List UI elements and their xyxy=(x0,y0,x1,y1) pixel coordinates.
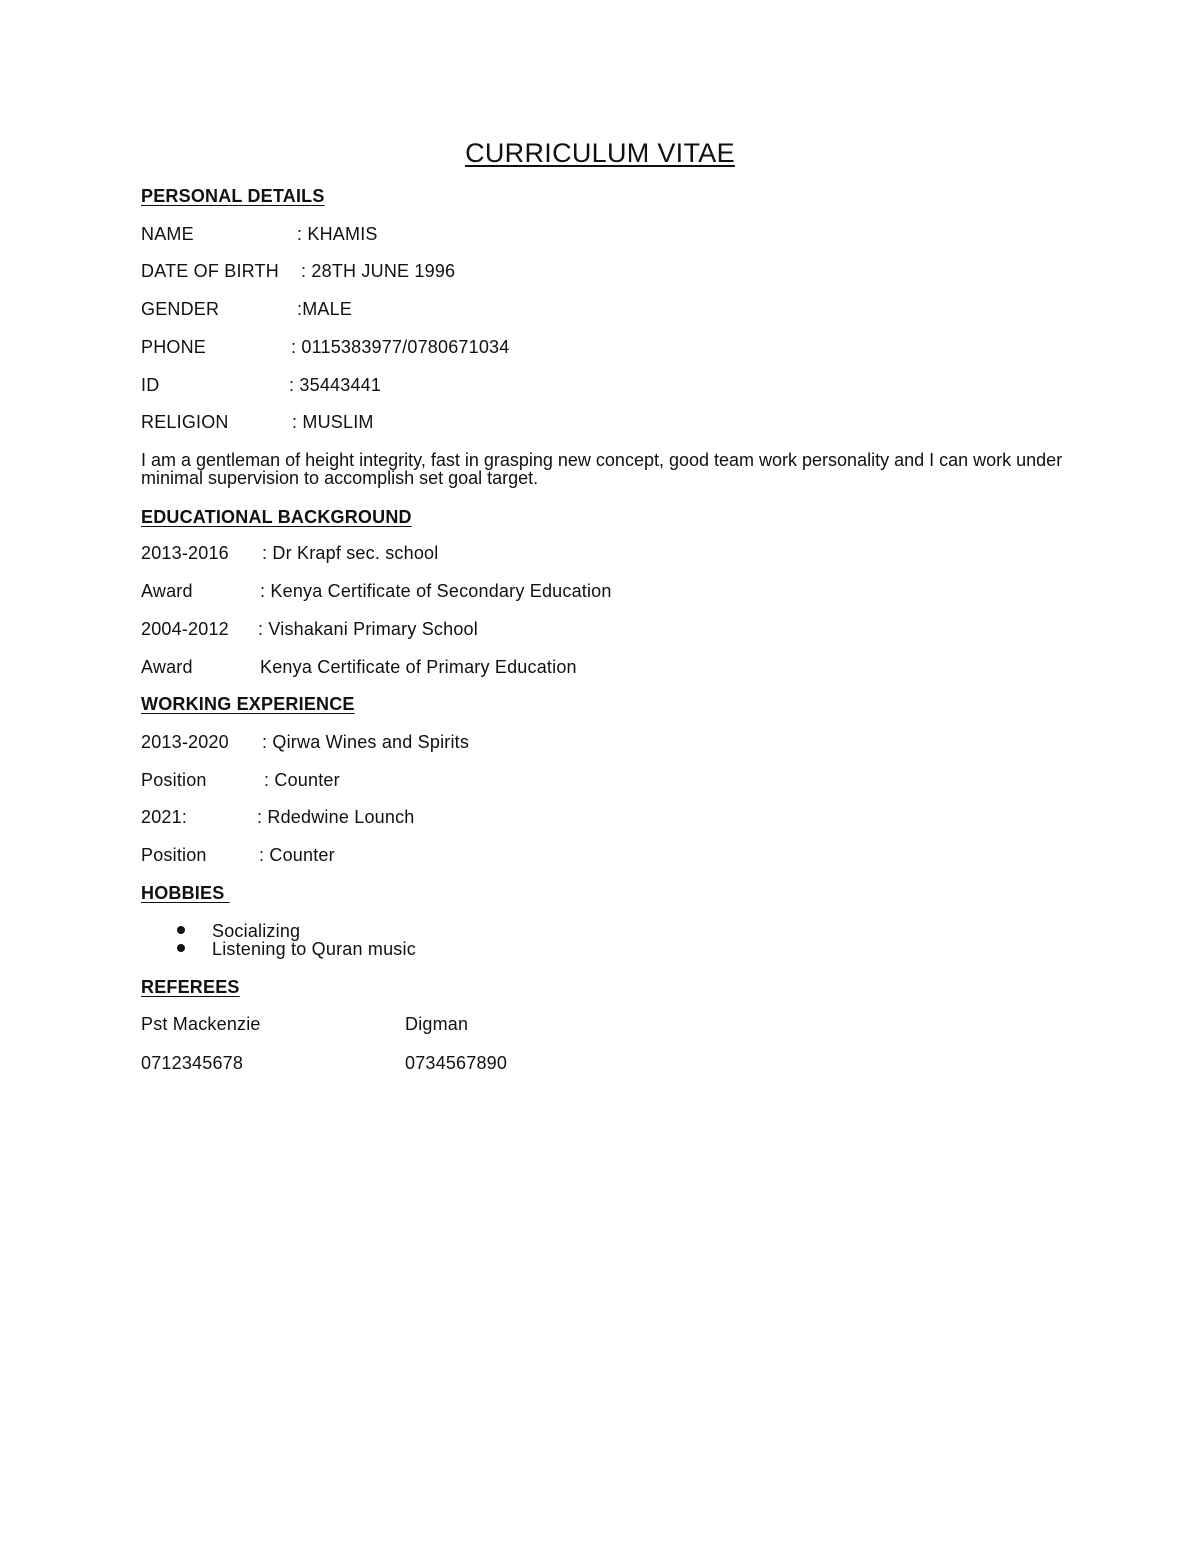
experience-heading: WORKING EXPERIENCE xyxy=(141,694,355,714)
experience-period-2: 2021: xyxy=(141,807,188,827)
referee-phone-1: 0712345678 xyxy=(141,1053,244,1073)
id-label: ID xyxy=(141,375,160,395)
hobby-item: Listening to Quran music xyxy=(212,939,416,959)
document-title: CURRICULUM VITAE xyxy=(465,138,735,168)
experience-position-label-2: Position xyxy=(141,845,207,865)
experience-position-2: : Counter xyxy=(259,845,335,865)
phone-label: PHONE xyxy=(141,337,207,357)
id-value: : 35443441 xyxy=(289,375,382,395)
personal-summary: I am a gentleman of height integrity, fast in grasping new concept, good team work personality and I can work under minimal supervision to accomplish set goal target. xyxy=(141,450,1063,488)
education-school-2: : Vishakani Primary School xyxy=(258,619,478,639)
education-award-2: Kenya Certificate of Primary Education xyxy=(260,657,577,677)
bullet-icon xyxy=(177,926,185,934)
experience-employer-1: : Qirwa Wines and Spirits xyxy=(262,732,470,752)
dob-value: : 28TH JUNE 1996 xyxy=(301,261,456,281)
referee-name-2: Digman xyxy=(405,1014,469,1034)
name-value: : KHAMIS xyxy=(297,224,378,244)
experience-employer-2: : Rdedwine Lounch xyxy=(257,807,415,827)
religion-label: RELIGION xyxy=(141,412,229,432)
education-award-label-1: Award xyxy=(141,581,193,601)
hobbies-heading: HOBBIES xyxy=(141,883,230,903)
education-award-label-2: Award xyxy=(141,657,193,677)
education-award-1: : Kenya Certificate of Secondary Education xyxy=(260,581,612,601)
experience-period-1: 2013-2020 xyxy=(141,732,229,752)
gender-label: GENDER xyxy=(141,299,220,319)
education-school-1: : Dr Krapf sec. school xyxy=(262,543,439,563)
religion-value: : MUSLIM xyxy=(292,412,374,432)
phone-value: : 0115383977/0780671034 xyxy=(291,337,510,357)
referee-phone-2: 0734567890 xyxy=(405,1053,508,1073)
referee-name-1: Pst Mackenzie xyxy=(141,1014,261,1034)
experience-position-label-1: Position xyxy=(141,770,207,790)
bullet-icon xyxy=(177,944,185,952)
gender-value: :MALE xyxy=(297,299,353,319)
dob-label: DATE OF BIRTH xyxy=(141,261,279,281)
experience-position-1: : Counter xyxy=(264,770,340,790)
personal-details-heading: PERSONAL DETAILS xyxy=(141,186,325,206)
education-heading: EDUCATIONAL BACKGROUND xyxy=(141,507,412,527)
name-label: NAME xyxy=(141,224,194,244)
referees-heading: REFEREES xyxy=(141,977,240,997)
education-period-2: 2004-2012 xyxy=(141,619,229,639)
education-period-1: 2013-2016 xyxy=(141,543,229,563)
hobby-item: Socializing xyxy=(212,921,301,941)
